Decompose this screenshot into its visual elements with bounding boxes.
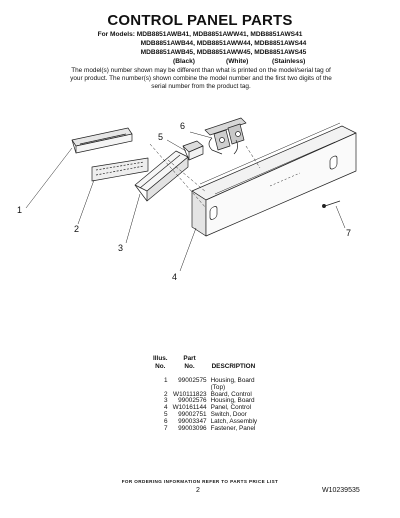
exploded-parts-diagram	[0, 88, 400, 298]
ordering-info-note: FOR ORDERING INFORMATION REFER TO PARTS PRICE LIST	[121, 479, 279, 484]
part-no-header: Part No.	[183, 355, 196, 370]
model-number-note: The model(s) number shown may be different than what is printed on the model/serial tag of your product. The number(s) shown combine the model number and the first two digits of the serial number from the product tag.	[70, 67, 332, 91]
illus-no: 7	[164, 424, 168, 432]
board-housing-top-drawing	[72, 128, 132, 153]
callout-3: 3	[118, 243, 124, 253]
callout-6: 6	[180, 121, 186, 131]
part-no: W10111823	[173, 390, 207, 398]
parts-table-header	[150, 355, 259, 370]
illus-no: 6	[164, 417, 168, 425]
description-header: DESCRIPTION	[211, 362, 256, 370]
part-no: 99003347	[178, 417, 207, 425]
callout-2: 2	[74, 224, 80, 234]
model-list-line-2: MDB8851AWB44, MDB8851AWW44, MDB8851AWS44	[140, 40, 307, 47]
model-list-line-1: For Models: MDB8851AWB41, MDB8851AWW41, MDB8851AWS41	[97, 31, 303, 38]
callout-5: 5	[158, 132, 164, 142]
part-description: Latch, Assembly	[210, 417, 258, 425]
model-list-line-3: MDB8851AWB45, MDB8851AWW45, MDB8851AWS45	[140, 49, 307, 56]
part-no: 99002751	[178, 410, 207, 418]
color-label-white: (White)	[226, 58, 249, 65]
part-description: Panel, Control	[210, 404, 252, 412]
color-label-black: (Black)	[173, 58, 195, 65]
part-description: Switch, Door	[210, 410, 247, 418]
document-number: W10239535	[322, 487, 360, 494]
illus-no: 4	[164, 404, 168, 412]
panel-fastener-drawing	[322, 201, 340, 208]
illus-no: 5	[164, 410, 168, 418]
illus-no: 2	[164, 390, 168, 398]
illus-no: 1	[164, 377, 168, 384]
page-title: CONTROL PANEL PARTS	[107, 12, 293, 29]
part-no: 99002576	[178, 397, 207, 405]
page-number: 2	[196, 487, 200, 494]
color-label-stainless: (Stainless)	[272, 58, 306, 65]
illus-no-header: Illus. No.	[153, 355, 168, 370]
callout-7: 7	[346, 228, 352, 238]
part-no: 99003096	[178, 424, 207, 432]
callout-4: 4	[172, 272, 178, 282]
part-description: Housing, Board	[210, 397, 255, 405]
part-description: Housing, Board (Top)	[210, 377, 255, 391]
control-board-drawing	[92, 158, 148, 181]
table-row	[150, 426, 259, 433]
part-no: 99002575	[178, 377, 207, 384]
part-no: W10161144	[172, 404, 207, 412]
part-description: Fastener, Panel	[210, 424, 256, 432]
parts-table	[150, 355, 259, 432]
illus-no: 3	[164, 397, 168, 405]
callout-1: 1	[17, 205, 23, 215]
part-description: Board, Control	[210, 390, 252, 398]
latch-assembly-drawing	[205, 118, 246, 154]
table-row	[150, 370, 259, 392]
